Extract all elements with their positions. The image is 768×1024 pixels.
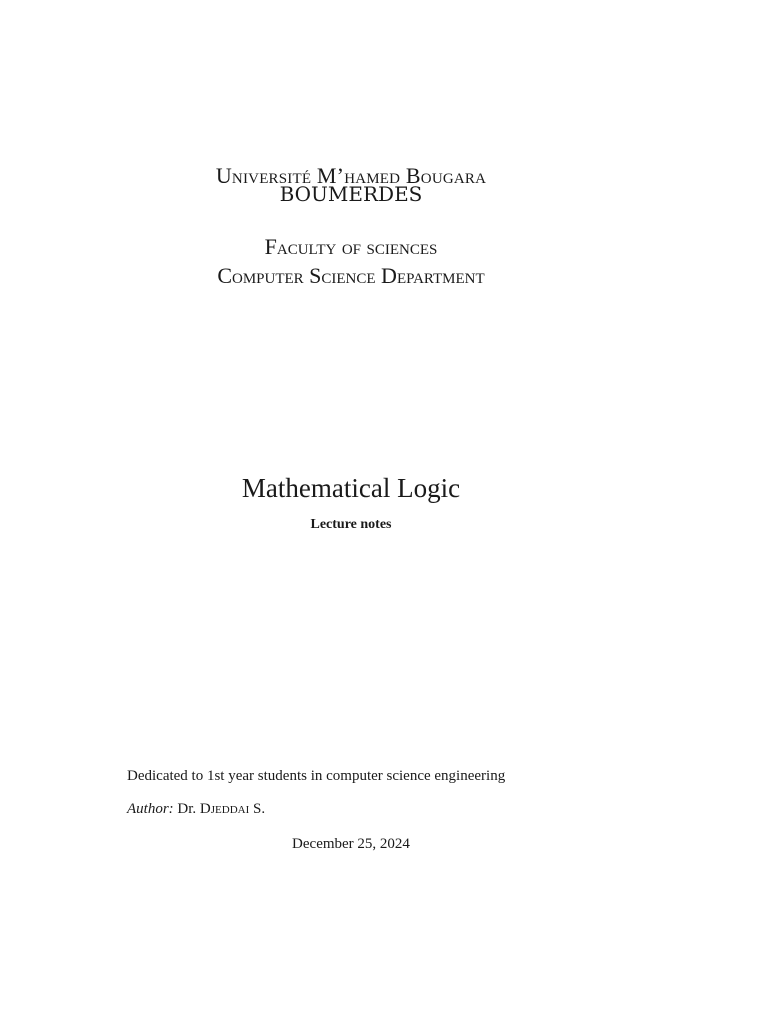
- department-name: Computer Science Department: [217, 263, 485, 288]
- author-prefix: Dr.: [177, 801, 197, 817]
- author-name: Djeddai S.: [199, 801, 266, 817]
- document-subtitle: Lecture notes: [310, 517, 392, 532]
- document-date: December 25, 2024: [292, 836, 410, 852]
- university-city: BOUMERDES: [279, 182, 423, 206]
- author-line: [127, 801, 265, 818]
- faculty-name: Faculty of sciences: [264, 234, 438, 259]
- author-label: Author:: [127, 801, 174, 817]
- dedication-text: Dedicated to 1st year students in computer science engineering: [127, 768, 506, 784]
- document-title: Mathematical Logic: [241, 473, 461, 503]
- university-name: Université M’hamed Bougara: [215, 163, 487, 188]
